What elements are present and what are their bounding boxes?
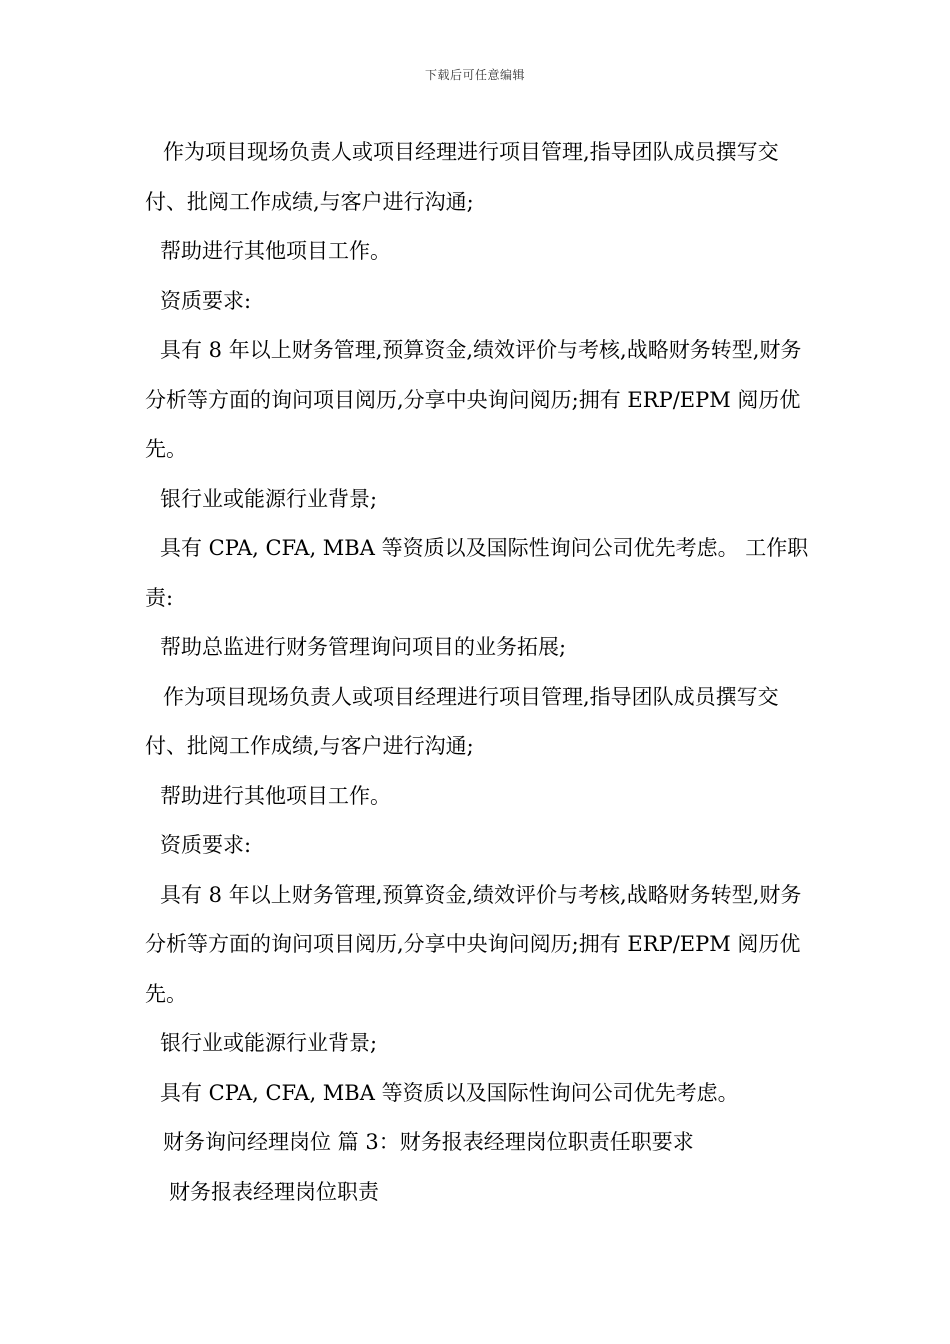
page-header: 下载后可任意编辑 [424, 68, 525, 82]
paragraph: 作为项目现场负责人或项目经理进行项目管理,指导团队成员撰写交付、批阅工作成绩,与客户进行沟通; [145, 684, 779, 758]
section-subheading: 财务报表经理岗位职责 [169, 1179, 379, 1204]
section-heading: 财务询问经理岗位 篇 3：财务报表经理岗位职责任职要求 [163, 1130, 694, 1154]
paragraph: 资质要求: [160, 288, 252, 313]
paragraph: 具有 8 年以上财务管理,预算资金,绩效评价与考核,战略财务转型,财务分析等方面的询问项目阅历,分享中央询问阅历;拥有 ERP/EPM 阅历优先。 [145, 882, 802, 1006]
paragraph: 资质要求: [160, 833, 252, 857]
paragraph: 作为项目现场负责人或项目经理进行项目管理,指导团队成员撰写交付、批阅工作成绩,与客户进行沟通; [145, 140, 779, 214]
paragraph: 具有 8 年以上财务管理,预算资金,绩效评价与考核,战略财务转型,财务分析等方面的询问项目阅历,分享中央询问阅历;拥有 ERP/EPM 阅历优先。 [145, 338, 802, 461]
paragraph: 具有 CPA, CFA, MBA 等资质以及国际性询问公司优先考虑。 [160, 1080, 739, 1105]
paragraph: 具有 CPA, CFA, MBA 等资质以及国际性询问公司优先考虑。 工作职责: [145, 536, 809, 610]
paragraph: 银行业或能源行业背景; [160, 486, 378, 511]
document-body [145, 128, 815, 1217]
paragraph: 帮助进行其他项目工作。 [160, 783, 391, 808]
paragraph: 帮助进行其他项目工作。 [160, 239, 391, 263]
paragraph: 银行业或能源行业背景; [160, 1031, 378, 1055]
paragraph: 帮助总监进行财务管理询问项目的业务拓展; [160, 635, 567, 659]
